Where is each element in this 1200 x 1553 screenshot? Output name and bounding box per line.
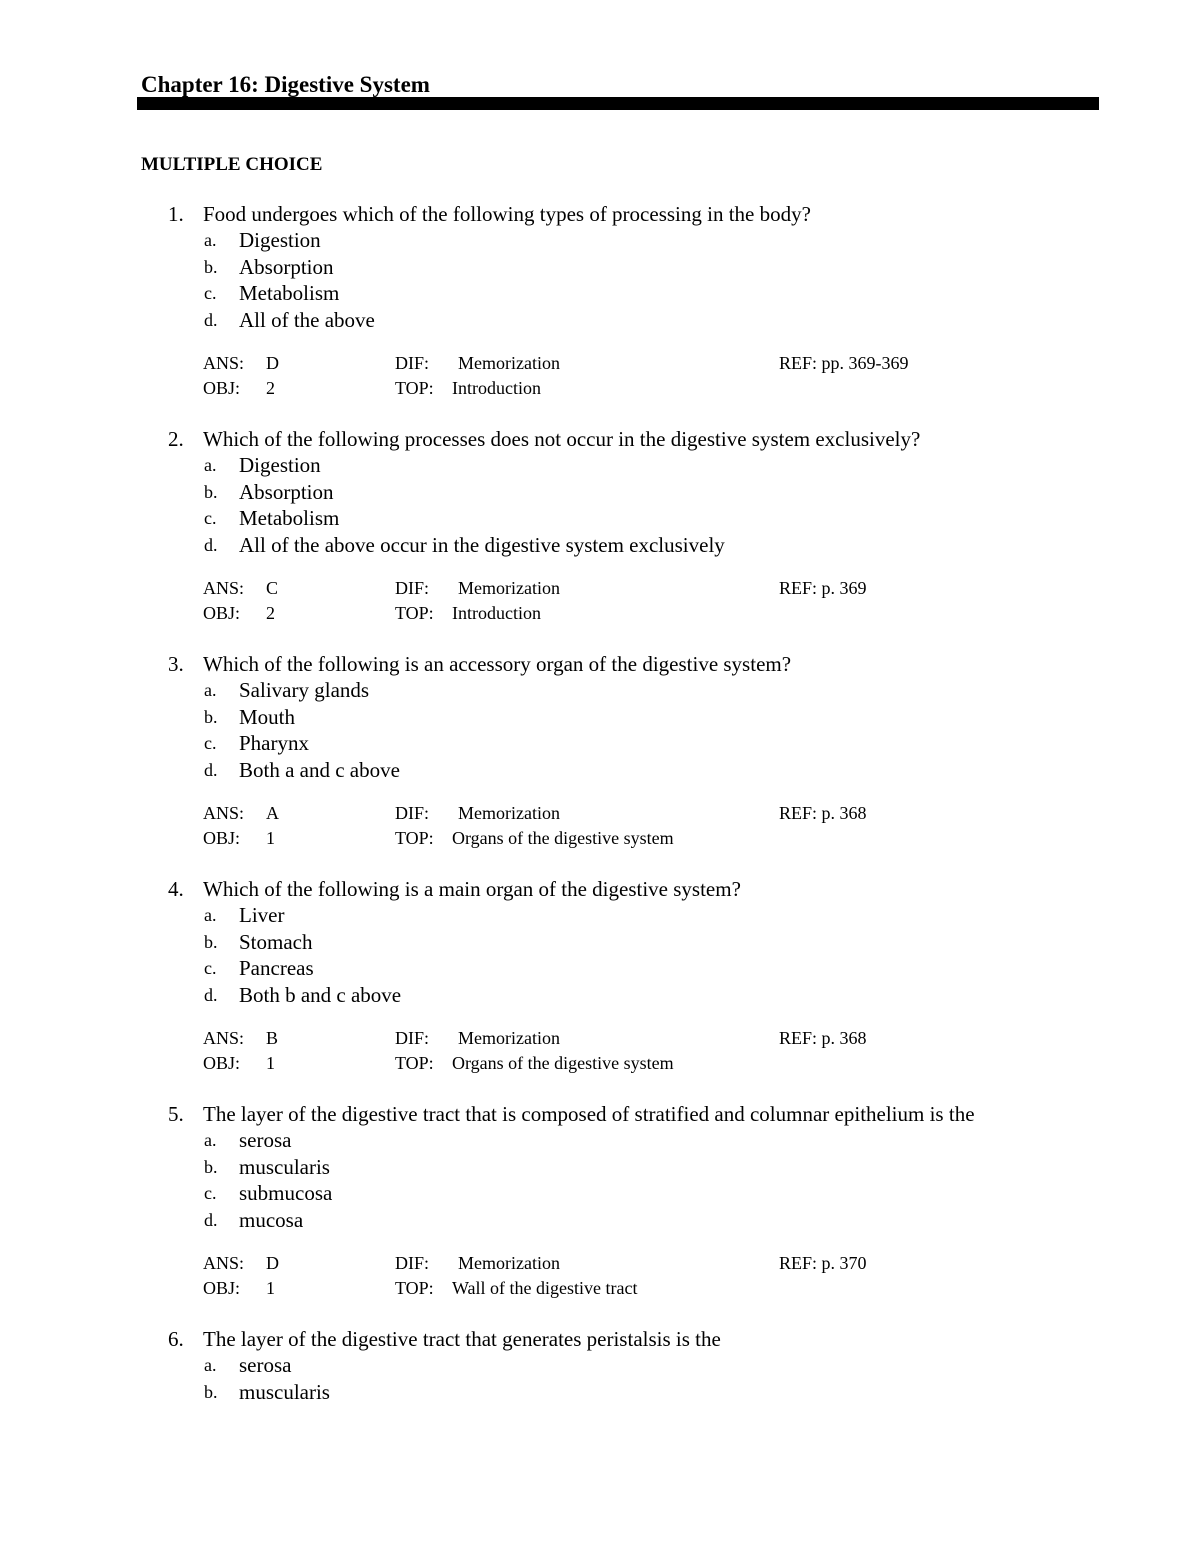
option-text: Both a and c above [239, 757, 400, 782]
option-text: Stomach [239, 929, 313, 954]
dif-label: DIF: [395, 803, 430, 823]
option-text: serosa [239, 1353, 292, 1377]
ans-label: ANS: [203, 578, 245, 598]
top-value: Introduction [452, 603, 541, 623]
ans-label: ANS: [203, 1253, 245, 1273]
answer-metadata [203, 351, 1103, 401]
option-letter: b. [204, 256, 218, 277]
option-letter: d. [204, 759, 218, 780]
obj-label: OBJ: [203, 1278, 241, 1298]
question-text: Which of the following processes does not occur in the digestive system exclusively? [203, 427, 921, 451]
option-text: Absorption [239, 479, 334, 504]
ans-value: D [266, 1253, 279, 1273]
top-value: Introduction [452, 378, 541, 398]
option-letter: a. [204, 1130, 217, 1150]
option-letter: c. [204, 1183, 217, 1203]
option-text: All of the above occur in the digestive system exclusively [239, 532, 725, 557]
option-text: muscularis [239, 1379, 330, 1404]
option-text: Pancreas [239, 956, 314, 980]
option-letter: b. [204, 931, 218, 952]
option-letter: b. [204, 706, 218, 727]
top-label: TOP: [395, 378, 434, 398]
option-letter: b. [204, 481, 218, 502]
option-letter: a. [204, 680, 217, 700]
question-number: 3. [168, 652, 184, 676]
question-text: Which of the following is a main organ of the digestive system? [203, 877, 741, 901]
dif-label: DIF: [395, 578, 430, 598]
option-letter: a. [204, 455, 217, 475]
question-text: The layer of the digestive tract that is composed of stratified and columnar epithelium is the [203, 1102, 975, 1126]
option-letter: c. [204, 958, 217, 978]
option-text: Metabolism [239, 281, 340, 305]
option-text: Metabolism [239, 506, 340, 530]
ref-value: REF: p. 368 [779, 1028, 867, 1048]
ans-value: A [266, 803, 279, 823]
top-label: TOP: [395, 1278, 434, 1298]
dif-label: DIF: [395, 353, 430, 373]
question-4 [0, 876, 1200, 1101]
chapter-title: Chapter 16: Digestive System [141, 72, 430, 97]
meta-row-ans [203, 351, 1103, 376]
option-text: Liver [239, 903, 285, 927]
option-letter: a. [204, 905, 217, 925]
ans-label: ANS: [203, 1028, 245, 1048]
section-heading: MULTIPLE CHOICE [141, 154, 323, 175]
meta-row-obj [203, 1276, 1103, 1301]
obj-value: 2 [266, 603, 275, 623]
ref-value: REF: p. 368 [779, 803, 867, 823]
option-letter: d. [204, 309, 218, 330]
option-text: Salivary glands [239, 678, 370, 702]
question-number: 1. [168, 202, 184, 226]
option-letter: d. [204, 534, 218, 555]
option-text: Both b and c above [239, 982, 402, 1007]
top-label: TOP: [395, 1053, 434, 1073]
top-value: Organs of the digestive system [452, 828, 674, 848]
question-1 [0, 201, 1200, 426]
option-text: Digestion [239, 453, 321, 477]
dif-label: DIF: [395, 1028, 430, 1048]
ans-value: C [266, 578, 279, 598]
option-text: Absorption [239, 254, 334, 279]
option-letter: c. [204, 508, 217, 528]
obj-label: OBJ: [203, 378, 241, 398]
question-list [0, 201, 1200, 1551]
top-value: Organs of the digestive system [452, 1053, 674, 1073]
option-letter: a. [204, 230, 217, 250]
option-text: Digestion [239, 228, 321, 252]
obj-label: OBJ: [203, 603, 241, 623]
dif-value: Memorization [458, 1253, 560, 1273]
option-text: serosa [239, 1128, 292, 1152]
top-label: TOP: [395, 603, 434, 623]
obj-label: OBJ: [203, 828, 241, 848]
option-text: mucosa [239, 1207, 304, 1232]
ans-value: D [266, 353, 279, 373]
question-number: 2. [168, 427, 184, 451]
ans-label: ANS: [203, 803, 245, 823]
option-letter: c. [204, 733, 217, 753]
question-text: Food undergoes which of the following types of processing in the body? [203, 202, 811, 226]
top-label: TOP: [395, 828, 434, 848]
option-text: submucosa [239, 1181, 333, 1205]
option-letter: a. [204, 1355, 217, 1375]
title-rule [137, 97, 1099, 110]
meta-row-obj [203, 601, 1103, 626]
dif-label: DIF: [395, 1253, 430, 1273]
dif-value: Memorization [458, 578, 560, 598]
question-3 [0, 651, 1200, 876]
option-text: Mouth [239, 704, 296, 729]
question-number: 4. [168, 877, 184, 901]
dif-value: Memorization [458, 353, 560, 373]
question-6 [0, 1326, 1200, 1551]
option-letter: d. [204, 1209, 218, 1230]
ref-value: REF: p. 370 [779, 1253, 867, 1273]
meta-row-ans [203, 1026, 1103, 1051]
meta-row-obj [203, 376, 1103, 401]
answer-metadata [203, 576, 1103, 626]
option-letter: b. [204, 1381, 218, 1402]
option-text: Pharynx [239, 731, 309, 755]
top-value: Wall of the digestive tract [452, 1278, 638, 1298]
question-number: 5. [168, 1102, 184, 1126]
obj-value: 1 [266, 1278, 275, 1298]
meta-row-obj [203, 826, 1103, 851]
question-text: Which of the following is an accessory organ of the digestive system? [203, 652, 792, 676]
ref-value: REF: pp. 369-369 [779, 353, 909, 373]
obj-label: OBJ: [203, 1053, 241, 1073]
ans-label: ANS: [203, 353, 245, 373]
answer-metadata [203, 1026, 1103, 1076]
obj-value: 2 [266, 378, 275, 398]
question-number: 6. [168, 1327, 184, 1351]
option-text: All of the above [239, 307, 375, 332]
option-letter: b. [204, 1156, 218, 1177]
ans-value: B [266, 1028, 279, 1048]
option-letter: c. [204, 283, 217, 303]
meta-row-obj [203, 1051, 1103, 1076]
answer-metadata [203, 1251, 1103, 1301]
question-2 [0, 426, 1200, 651]
obj-value: 1 [266, 1053, 275, 1073]
option-letter: d. [204, 984, 218, 1005]
option-text: muscularis [239, 1154, 330, 1179]
ref-value: REF: p. 369 [779, 578, 867, 598]
dif-value: Memorization [458, 1028, 560, 1048]
meta-row-ans [203, 576, 1103, 601]
question-text: The layer of the digestive tract that generates peristalsis is the [203, 1327, 721, 1351]
obj-value: 1 [266, 828, 275, 848]
meta-row-ans [203, 1251, 1103, 1276]
dif-value: Memorization [458, 803, 560, 823]
meta-row-ans [203, 801, 1103, 826]
question-5 [0, 1101, 1200, 1326]
answer-metadata [203, 801, 1103, 851]
